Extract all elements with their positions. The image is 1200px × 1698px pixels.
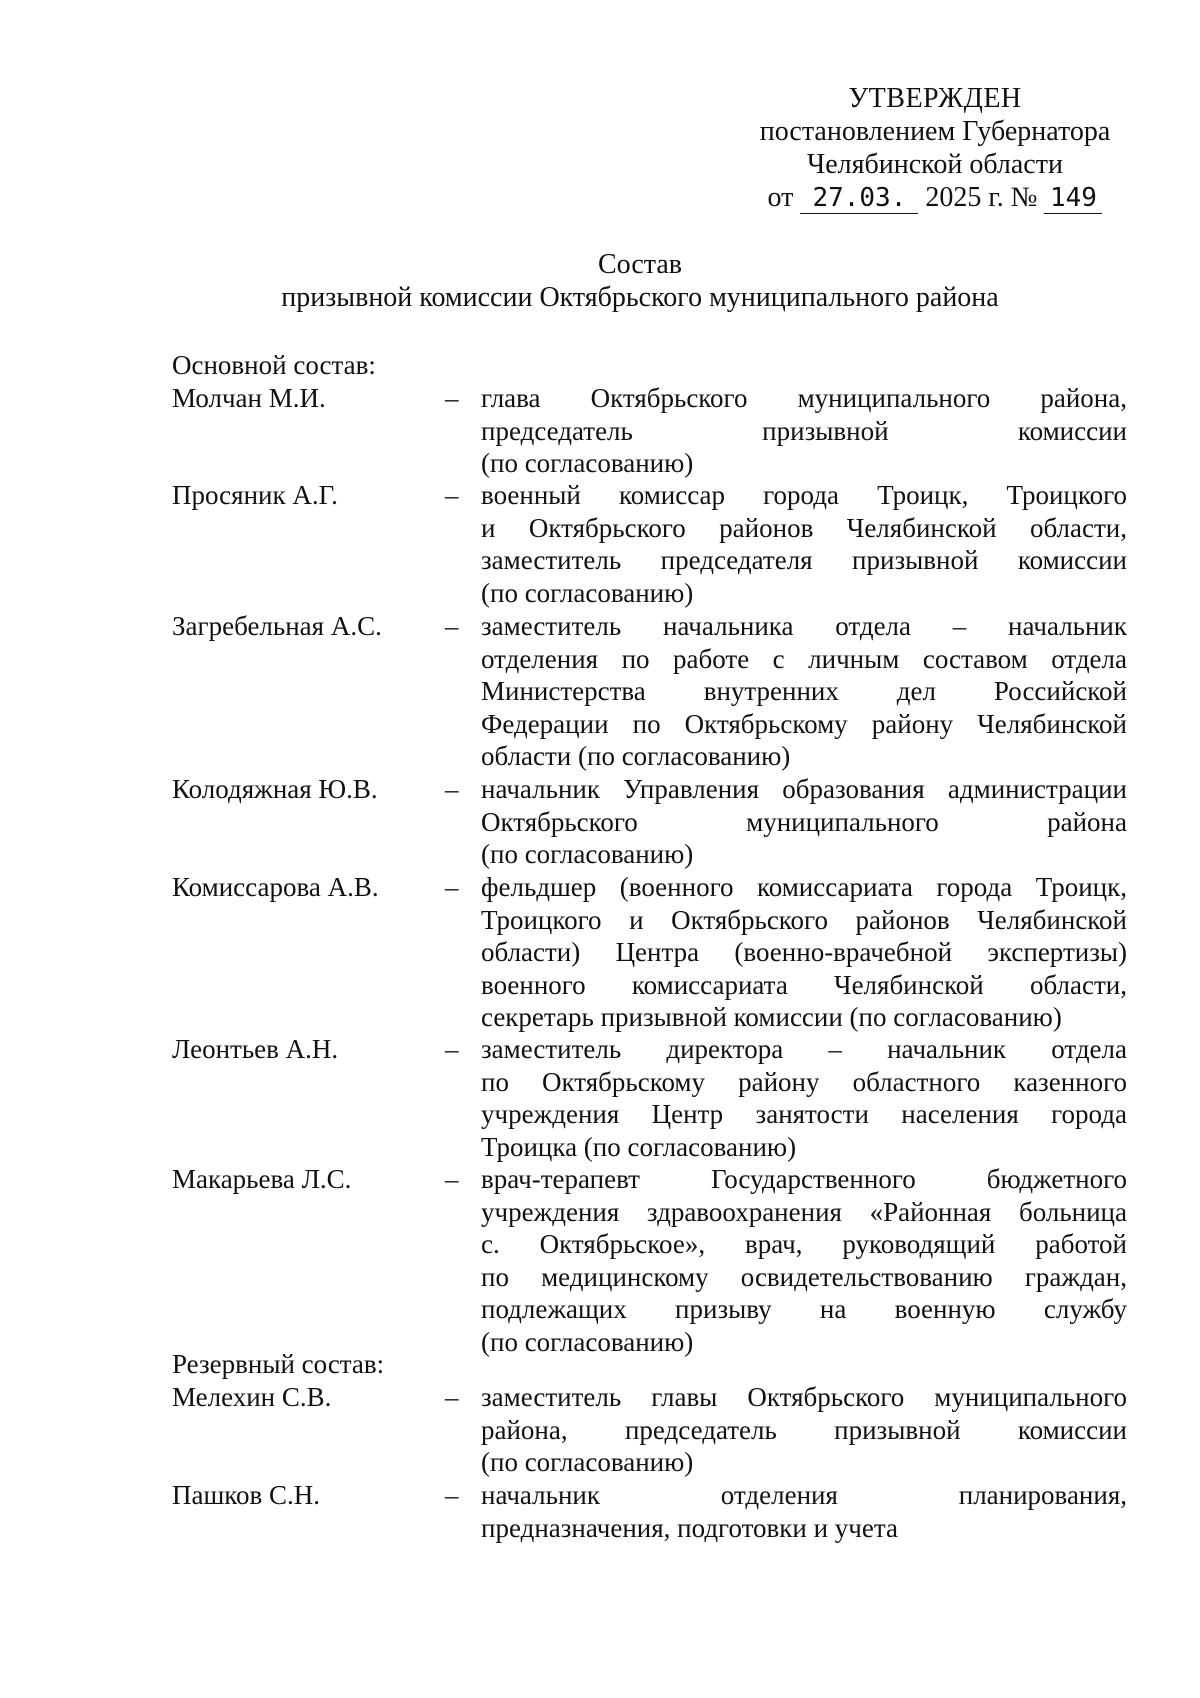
- position-line: фельдшер (военного комиссариата города Троицк,: [481, 872, 1127, 902]
- approved-title: УТВЕРЖДЕН: [848, 83, 1022, 114]
- position-line: (по согласованию): [481, 839, 694, 869]
- position-line: предназначения, подготовки и учета: [481, 1512, 898, 1543]
- approval-date: 27.03.: [800, 183, 918, 214]
- position-line: начальник Управления образования администрации: [481, 774, 1127, 804]
- approval-line-2: Челябинской области: [807, 149, 1063, 180]
- position-line: учреждения Центр занятости населения города: [481, 1099, 1127, 1129]
- date-prefix: от: [767, 182, 794, 213]
- member-dash: –: [445, 1382, 459, 1412]
- position-line: председатель призывной комиссии: [481, 415, 1127, 446]
- member-dash: –: [445, 1164, 459, 1194]
- position-line: района, председатель призывной комиссии: [481, 1414, 1127, 1445]
- member-name: Молчан М.И.: [172, 383, 326, 413]
- position-line: заместитель председателя призывной комиссии: [481, 545, 1127, 575]
- title-line-1: Состав: [597, 249, 683, 280]
- member-position: [481, 382, 1127, 480]
- member-name: Мелехин С.В.: [172, 1382, 332, 1412]
- member-name: Комиссарова А.В.: [172, 872, 379, 902]
- position-line: (по согласованию): [481, 1447, 694, 1477]
- position-line: врач-терапевт Государственного бюджетного: [481, 1164, 1127, 1194]
- member-name: Макарьева Л.С.: [172, 1164, 352, 1194]
- position-line: заместитель главы Октябрьского муниципального: [481, 1382, 1127, 1412]
- position-line: по медицинскому освидетельствованию граждан,: [481, 1261, 1127, 1292]
- member-dash: –: [445, 383, 459, 413]
- document-title: [0, 248, 1200, 314]
- member-position: [481, 1033, 1127, 1163]
- approval-date-line: [735, 181, 1135, 214]
- position-line: Октябрьского муниципального района: [481, 806, 1127, 837]
- position-line: (по согласованию): [481, 577, 694, 608]
- member-dash: –: [445, 611, 459, 641]
- position-line: военного комиссариата Челябинской области,: [481, 969, 1127, 1000]
- position-line: (по согласованию): [481, 448, 694, 478]
- position-line: Троицка (по согласованию): [481, 1131, 797, 1162]
- title-line-2: призывной комиссии Октябрьского муниципального района: [281, 282, 999, 313]
- position-line: заместитель начальника отдела – начальник: [481, 611, 1127, 641]
- position-line: начальник отделения планирования,: [481, 1480, 1127, 1510]
- member-position: [481, 871, 1127, 1034]
- approval-number: 149: [1044, 183, 1102, 214]
- member-position: [481, 479, 1127, 609]
- approval-year: 2025 г. №: [925, 182, 1038, 213]
- position-line: секретарь призывной комиссии (по согласованию): [481, 1002, 1062, 1032]
- member-position: [481, 1479, 1127, 1544]
- member-position: [481, 1163, 1127, 1358]
- member-name: Леонтьев А.Н.: [172, 1034, 339, 1064]
- member-dash: –: [445, 872, 459, 902]
- position-line: заместитель директора – начальник отдела: [481, 1034, 1127, 1064]
- position-line: (по согласованию): [481, 1326, 694, 1357]
- member-dash: –: [445, 480, 459, 510]
- approval-line-1: постановлением Губернатора: [759, 116, 1111, 147]
- member-name: Просяник А.Г.: [172, 480, 338, 510]
- position-line: подлежащих призыву на военную службу: [481, 1294, 1127, 1324]
- approval-stamp: [735, 82, 1135, 214]
- main-composition-label: Основной состав:: [172, 350, 376, 380]
- member-position: [481, 610, 1127, 773]
- member-name: Колодяжная Ю.В.: [172, 774, 378, 804]
- position-line: области (по согласованию): [481, 741, 791, 771]
- member-name: Пашков С.Н.: [172, 1480, 321, 1510]
- position-line: глава Октябрьского муниципального района,: [481, 383, 1127, 413]
- position-line: Федерации по Октябрьскому району Челябинской: [481, 708, 1127, 739]
- member-dash: –: [445, 1034, 459, 1064]
- position-line: военный комиссар города Троицк, Троицкого: [481, 480, 1127, 510]
- position-line: отделения по работе с личным составом отдела: [481, 643, 1127, 674]
- member-position: [481, 1381, 1127, 1479]
- position-line: и Октябрьского районов Челябинской области,: [481, 512, 1127, 543]
- member-dash: –: [445, 1480, 459, 1510]
- position-line: Троицкого и Октябрьского районов Челябинской: [481, 904, 1127, 935]
- position-line: с. Октябрьское», врач, руководящий работой: [481, 1229, 1127, 1259]
- position-line: по Октябрьскому району областного казенного: [481, 1066, 1127, 1097]
- member-name: Загребельная А.С.: [172, 611, 382, 641]
- member-dash: –: [445, 774, 459, 804]
- position-line: Министерства внутренних дел Российской: [481, 676, 1127, 706]
- position-line: области) Центра (военно-врачебной экспертизы): [481, 937, 1127, 967]
- reserve-composition-label: Резервный состав:: [172, 1349, 385, 1379]
- member-position: [481, 773, 1127, 871]
- position-line: учреждения здравоохранения «Районная больница: [481, 1196, 1127, 1227]
